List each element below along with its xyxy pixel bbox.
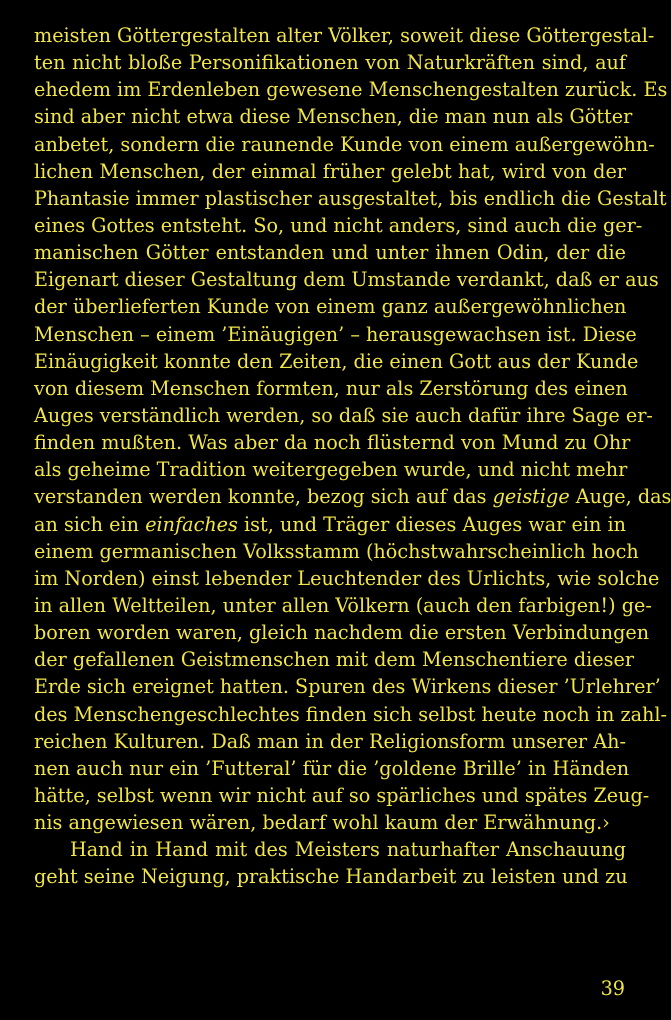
text-line: meisten Göttergestalten alter Völker, soweit diese Göttergestal- xyxy=(34,24,655,47)
text-line: im Norden) einst lebender Leuchtender des Urlichts, wie solche xyxy=(34,566,660,590)
text-line: Eigenart dieser Gestaltung dem Umstande verdankt, daß er aus xyxy=(34,268,659,292)
text-line: manischen Götter entstanden und unter ihnen Odin, der die xyxy=(34,241,626,265)
text-line: der gefallenen Geistmenschen mit dem Menschentiere dieser xyxy=(34,648,635,672)
paragraph-1 xyxy=(34,22,671,836)
text-line: in allen Weltteilen, unter allen Völkern (auch den farbigen!) ge- xyxy=(34,593,652,617)
text-line: Auges verständlich werden, so daß sie auch dafür ihre Sage er- xyxy=(34,403,653,427)
italic-word: geistige xyxy=(492,485,570,509)
text-line: Menschen – einem ’Einäugigen’ – herausgewachsen ist. Diese xyxy=(34,322,637,346)
text-line: eines Gottes entsteht. So, und nicht anders, sind auch die ger- xyxy=(34,213,643,237)
text-line: sind aber nicht etwa diese Menschen, die man nun als Götter xyxy=(34,105,633,129)
text-line: des Menschengeschlechtes finden sich selbst heute noch in zahl- xyxy=(34,702,667,726)
text-line: der überlieferten Kunde von einem ganz außergewöhnlichen xyxy=(34,295,627,319)
text-line: Hand in Hand mit des Meisters naturhafter Anschauung xyxy=(70,838,626,862)
text-line: hätte, selbst wenn wir nicht auf so spärliches und spätes Zeug- xyxy=(34,783,650,807)
italic-word: einfaches xyxy=(145,512,238,536)
text-line: ten nicht bloße Personifikationen von Naturkräften sind, auf xyxy=(34,51,626,75)
text-line-with-italic xyxy=(34,483,671,510)
paragraph-2 xyxy=(34,836,626,890)
text-line: lichen Menschen, der einmal früher gelebt hat, wird von der xyxy=(34,159,626,183)
text-line: nen auch nur ein ’Futteral’ für die ’goldene Brille’ in Händen xyxy=(34,756,630,780)
text-line: boren worden waren, gleich nachdem die ersten Verbindungen xyxy=(34,621,650,645)
text-line: Einäugigkeit konnte den Zeiten, die einen Gott aus der Kunde xyxy=(34,349,639,373)
text-line: geht seine Neigung, praktische Handarbeit zu leisten und zu xyxy=(34,865,628,889)
text-line: Erde sich ereignet hatten. Spuren des Wirkens dieser ’Urlehrer’ xyxy=(34,675,661,699)
book-page-text xyxy=(34,22,671,891)
text-line: von diesem Menschen formten, nur als Zerstörung des einen xyxy=(34,376,628,400)
text-line: nis angewiesen wären, bedarf wohl kaum der Erwähnung.› xyxy=(34,811,610,835)
text-line-with-italic xyxy=(34,511,626,538)
page-number: 39 xyxy=(600,977,625,1000)
text-line: als geheime Tradition weitergegeben wurde, und nicht mehr xyxy=(34,458,628,482)
text-line: finden mußten. Was aber da noch flüsternd von Mund zu Ohr xyxy=(34,431,631,455)
text-line: anbetet, sondern die raunende Kunde von einem außergewöhn- xyxy=(34,132,655,156)
text-line: reichen Kulturen. Daß man in der Religionsform unserer Ah- xyxy=(34,729,626,753)
text-segment: an sich ein xyxy=(34,512,146,536)
text-line: einem germanischen Volksstamm (höchstwahrscheinlich hoch xyxy=(34,539,639,563)
text-line: ehedem im Erdenleben gewesene Menschengestalten zurück. Es xyxy=(34,78,668,102)
text-line: Phantasie immer plastischer ausgestaltet, bis endlich die Gestalt xyxy=(34,186,667,210)
text-segment: verstanden werden konnte, bezog sich auf das xyxy=(34,485,493,509)
text-segment: ist, und Träger dieses Auges war ein in xyxy=(237,512,626,536)
text-segment: Auge, das xyxy=(569,485,671,509)
